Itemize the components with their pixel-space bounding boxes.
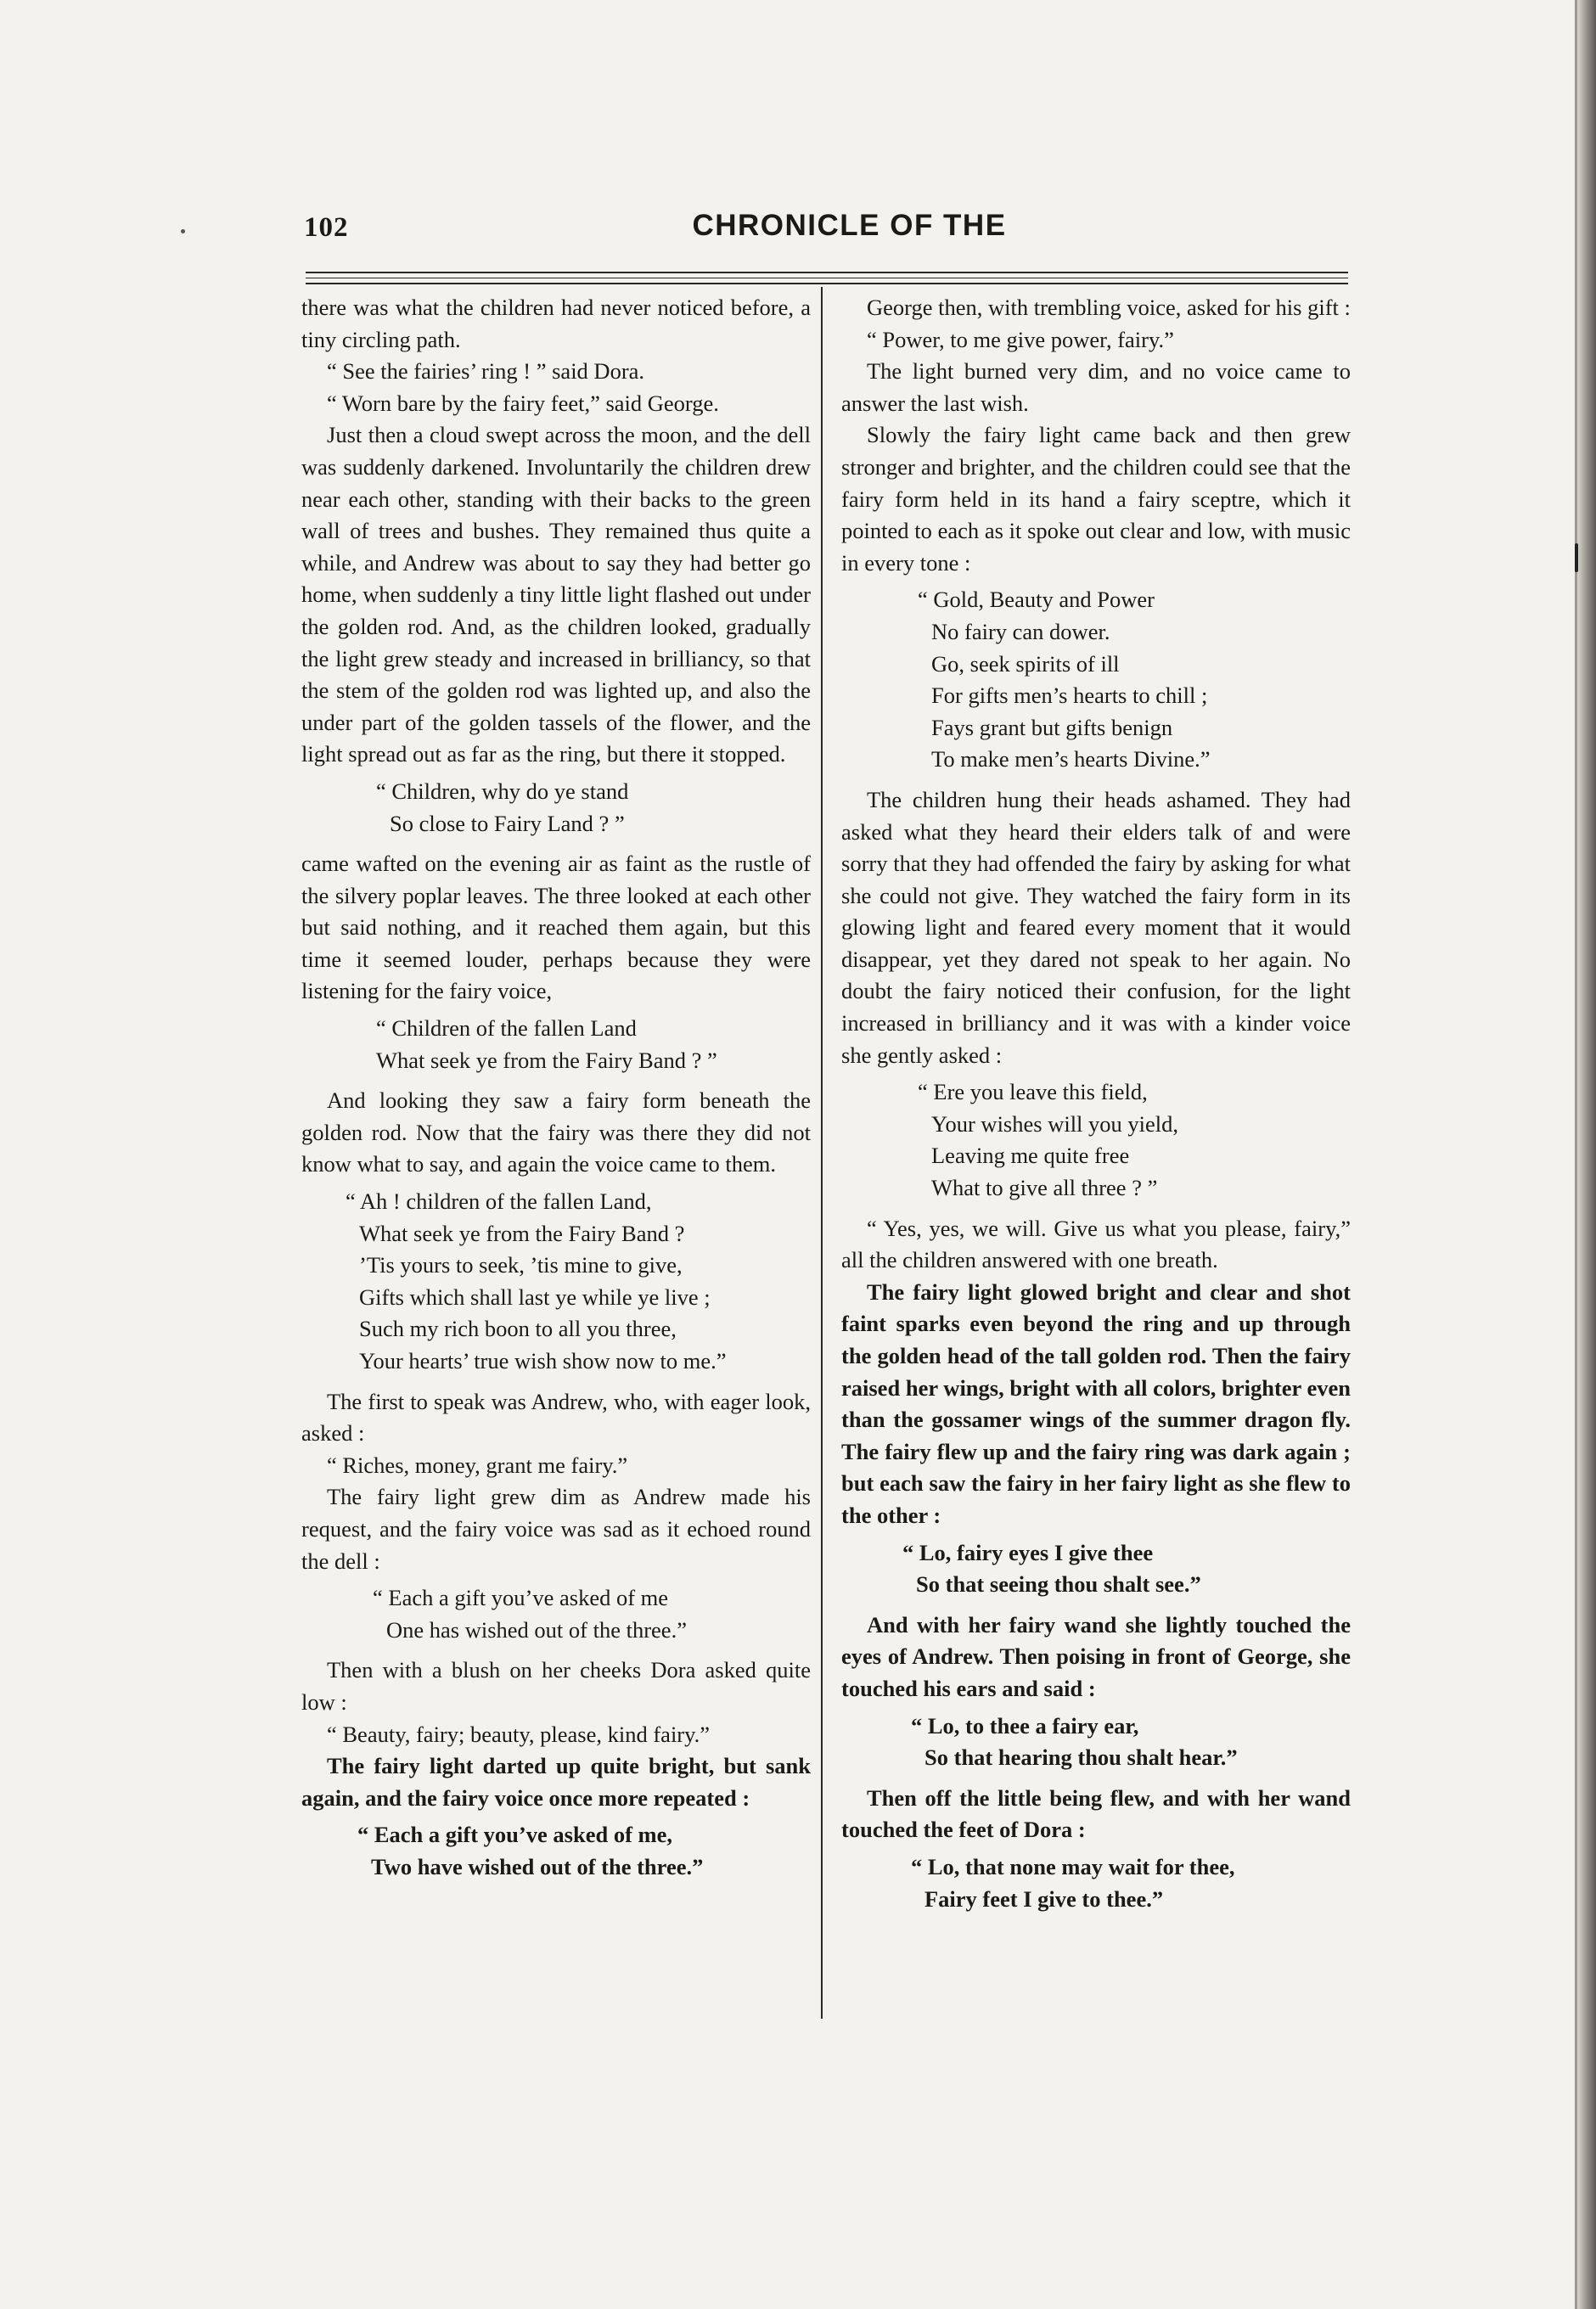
verse-line: Two have wished out of the three.” xyxy=(371,1853,704,1879)
verse-line: What to give all three ? ” xyxy=(931,1175,1158,1201)
verse-line: For gifts men’s hearts to chill ; xyxy=(931,683,1208,709)
paragraph: came wafted on the evening air as faint as the rustle of the silvery poplar leaves. The three looked at each other but said nothing, and it reached them again, but this time it seemed louder, perhaps because they were listening for the fairy voice, xyxy=(301,851,811,1004)
page-edge xyxy=(1577,0,1596,2309)
verse-line: “ Each a gift you’ve asked of me, xyxy=(357,1822,672,1848)
paragraph: “ Riches, money, grant me fairy.” xyxy=(327,1452,628,1478)
verse-line: “ Ere you leave this field, xyxy=(918,1079,1148,1105)
verse xyxy=(301,1582,811,1646)
header-rule xyxy=(306,272,1348,273)
verse-line: So that hearing thou shalt hear.” xyxy=(924,1744,1238,1771)
paragraph: Just then a cloud swept across the moon, and the dell was suddenly darkened. Involuntarily the children drew near each other, standing with their backs to the green wall of trees and bushes. They remained thus quite a while, and Andrew was about to say they had better go home, when suddenly a tiny little light flashed out under the golden rod. And, as the children looked, gradually the light grew steady and increased in brilliancy, so that the stem of the golden rod was lighted up, and also the under part of the golden tassels of the flower, and the light spread out as far as the ring, but there it stopped. xyxy=(301,422,811,767)
header-rule xyxy=(306,283,1348,284)
paragraph: Slowly the fairy light came back and then grew stronger and brighter, and the children could see that the fairy form held in its hand a fairy sceptre, which it pointed to each as it spoke out clear and low, with music in every tone : xyxy=(841,422,1351,576)
verse-line: “ Children of the fallen Land xyxy=(376,1015,637,1042)
verse-line: “ Each a gift you’ve asked of me xyxy=(373,1585,669,1611)
verse xyxy=(301,1186,811,1378)
paragraph: Then with a blush on her cheeks Dora asked quite low : xyxy=(301,1657,811,1715)
ink-speck xyxy=(181,229,185,233)
verse-line: To make men’s hearts Divine.” xyxy=(931,746,1211,772)
verse-line: No fairy can dower. xyxy=(931,618,1110,644)
column-divider xyxy=(821,287,823,2019)
verse-line: Fays grant but gifts benign xyxy=(931,714,1173,740)
verse xyxy=(841,1076,1351,1204)
verse-line: What seek ye from the Fairy Band ? ” xyxy=(376,1047,717,1073)
verse xyxy=(301,1013,811,1076)
verse-line: Gifts which shall last ye while ye live ; xyxy=(359,1284,711,1310)
paragraph: Then off the little being flew, and with her wand touched the feet of Dora : xyxy=(841,1784,1351,1843)
verse-line: “ Children, why do ye stand xyxy=(376,778,629,804)
paragraph: there was what the children had never noticed before, a tiny circling path. xyxy=(301,295,811,352)
verse xyxy=(301,1819,811,1883)
verse-line: So that seeing thou shalt see.” xyxy=(916,1571,1201,1598)
verse-line: Your hearts’ true wish show now to me.” xyxy=(359,1348,727,1374)
paragraph: The light burned very dim, and no voice came to answer the last wish. xyxy=(841,358,1351,416)
verse-line: ’Tis yours to seek, ’tis mine to give, xyxy=(359,1252,683,1278)
paragraph: “ Beauty, fairy; beauty, please, kind fairy.” xyxy=(327,1721,711,1747)
verse-line: Such my rich boon to all you three, xyxy=(359,1316,677,1342)
verse-line: “ Lo, that none may wait for thee, xyxy=(911,1853,1235,1879)
verse-line: What seek ye from the Fairy Band ? xyxy=(359,1220,685,1246)
verse-line: Fairy feet I give to thee.” xyxy=(924,1885,1164,1912)
verse-line: “ Lo, to thee a fairy ear, xyxy=(911,1712,1139,1739)
paragraph: And looking they saw a fairy form beneath the golden rod. Now that the fairy was there they did not know what to say, and again the voice came to them. xyxy=(301,1087,811,1177)
paragraph: The fairy light glowed bright and clear and shot faint sparks even beyond the ring and up through the golden head of the tall golden rod. Then the fairy raised her wings, bright with all colors, brighter even than the gossamer wings of the summer dragon fly. The fairy flew up and the fairy ring was dark again ; but each saw the fairy in her fairy light as she flew to the other : xyxy=(841,1278,1351,1528)
right-column xyxy=(841,292,1351,1924)
running-head: CHRONICLE OF THE xyxy=(692,209,1007,242)
ink-mark xyxy=(1575,543,1578,572)
verse-line: Leaving me quite free xyxy=(931,1143,1130,1169)
paragraph: “ Yes, yes, we will. Give us what you please, fairy,” all the children answered with one breath. xyxy=(841,1215,1351,1273)
verse xyxy=(841,584,1351,776)
paragraph: And with her fairy wand she lightly touched the eyes of Andrew. Then poising in front of George, she touched his ears and said : xyxy=(841,1611,1351,1701)
left-column xyxy=(301,292,811,1892)
paragraph: The fairy light darted up quite bright, but sank again, and the fairy voice once more repeated : xyxy=(301,1753,811,1811)
paragraph: “ Worn bare by the fairy feet,” said George. xyxy=(327,390,719,416)
page-number: 102 xyxy=(304,212,349,243)
verse-line: Your wishes will you yield, xyxy=(931,1110,1179,1137)
verse-line: Go, seek spirits of ill xyxy=(931,650,1120,677)
verse xyxy=(841,1537,1351,1601)
paragraph: The fairy light grew dim as Andrew made his request, and the fairy voice was sad as it echoed round the dell : xyxy=(301,1484,811,1574)
paragraph: “ Power, to me give power, fairy.” xyxy=(867,326,1174,352)
verse-line: One has wished out of the three.” xyxy=(386,1616,687,1643)
verse-line: “ Gold, Beauty and Power xyxy=(918,587,1155,613)
verse-line: “ Lo, fairy eyes I give thee xyxy=(902,1539,1154,1565)
paragraph: The children hung their heads ashamed. They had asked what they heard their elders talk of and were sorry that they had offended the fairy by asking for what she could not give. They watched the fairy form in its glowing light and feared every moment that it would disappear, yet they dared not speak to her again. No doubt the fairy noticed their confusion, for the light increased in brilliancy and it was with a kinder voice she gently asked : xyxy=(841,786,1351,1068)
verse xyxy=(841,1851,1351,1915)
paragraph: The first to speak was Andrew, who, with eager look, asked : xyxy=(301,1388,811,1447)
verse xyxy=(841,1711,1351,1774)
paragraph: “ See the fairies’ ring ! ” said Dora. xyxy=(327,358,645,385)
verse-line: So close to Fairy Land ? ” xyxy=(390,810,625,836)
verse xyxy=(301,776,811,840)
verse-line: “ Ah ! children of the fallen Land, xyxy=(346,1188,652,1215)
page-header xyxy=(304,209,1348,246)
paragraph: George then, with trembling voice, asked for his gift : xyxy=(867,295,1351,320)
